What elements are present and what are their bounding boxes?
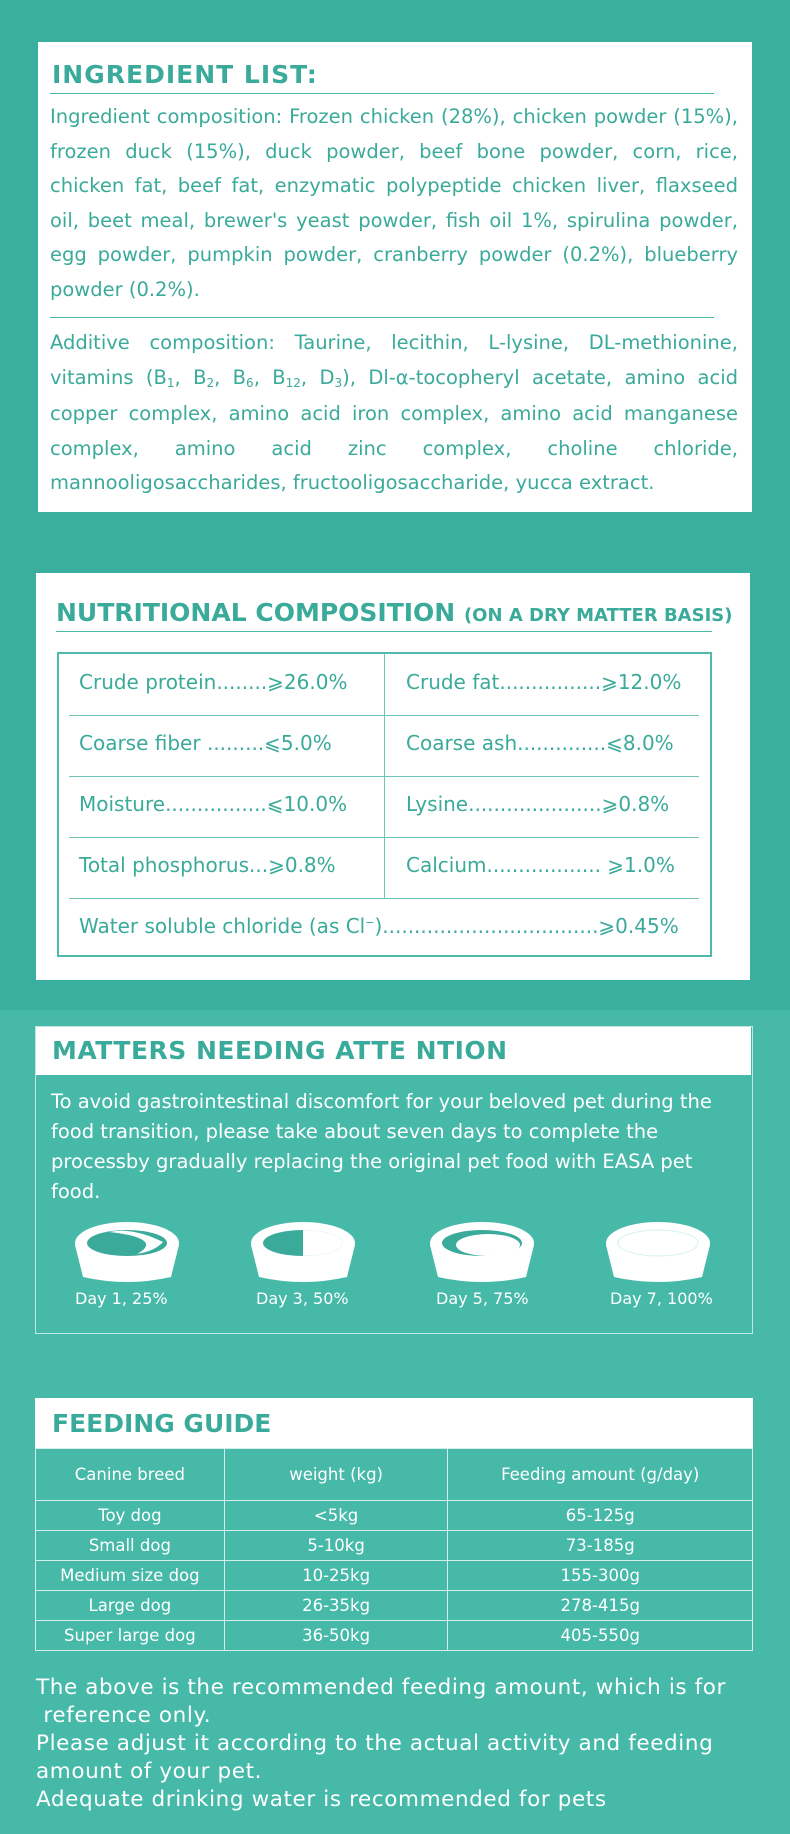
nutrition-row bbox=[69, 654, 699, 715]
column-header: Feeding amount (g/day) bbox=[448, 1449, 753, 1501]
nutrition-value: Coarse ash..............⩽8.0% bbox=[406, 731, 674, 755]
nutrition-value: Lysine.....................⩾0.8% bbox=[406, 792, 670, 816]
weight-cell: 5-10kg bbox=[224, 1531, 448, 1561]
bowl-day3-icon bbox=[247, 1215, 359, 1285]
ingredient-divider bbox=[50, 317, 714, 318]
column-header: weight (kg) bbox=[224, 1449, 448, 1501]
footer-line: The above is the recommended feeding amount, which is for bbox=[36, 1675, 726, 1700]
amount-cell: 155-300g bbox=[448, 1561, 753, 1591]
breed-cell: Super large dog bbox=[36, 1621, 225, 1651]
column-header: Canine breed bbox=[36, 1449, 225, 1501]
chloride-value: Water soluble chloride (as Cl−)..................................⩾0.45% bbox=[79, 914, 679, 938]
breed-cell: Small dog bbox=[36, 1531, 225, 1561]
table-row bbox=[36, 1621, 753, 1651]
nutrition-row-chloride bbox=[69, 898, 699, 959]
nutrition-row bbox=[69, 837, 699, 898]
nutrition-value: Crude fat................⩾12.0% bbox=[406, 670, 682, 694]
bowl-day1-icon bbox=[71, 1215, 183, 1285]
amount-cell: 65-125g bbox=[448, 1501, 753, 1531]
nutrition-value: Calcium.................. ⩾1.0% bbox=[406, 853, 675, 877]
weight-cell: <5kg bbox=[224, 1501, 448, 1531]
feeding-table bbox=[35, 1448, 753, 1651]
footer-notes bbox=[36, 1674, 776, 1814]
nutrition-card bbox=[36, 573, 750, 980]
attention-text: To avoid gastrointestinal discomfort for your beloved pet during the food transition, please take about seven days to complete the processby gradually replacing the original pet food with EASA pet food. bbox=[51, 1090, 712, 1203]
footer-line: amount of your pet. bbox=[36, 1759, 263, 1784]
ingredient-composition: Ingredient composition: Frozen chicken (28%), chicken powder (15%), frozen duck (15%), duck powder, beef bone powder, corn, rice, chicken fat, beef fat, enzymatic polypeptide chicken liver, flaxseed oil, beet meal, brewer's yeast powder, fish oil 1%, spirulina powder, egg powder, pumpkin powder, cranberry powder (0.2%), blueberry powder (0.2%). bbox=[50, 105, 738, 301]
footer-line: Please adjust it according to the actual activity and feeding bbox=[36, 1731, 714, 1756]
bowl-day7-icon bbox=[602, 1215, 714, 1285]
bowl-label: Day 5, 75% bbox=[436, 1289, 529, 1308]
table-row bbox=[36, 1561, 753, 1591]
nutrition-value: Coarse fiber .........⩽5.0% bbox=[79, 731, 332, 755]
nutrition-value: Total phosphorus...⩾0.8% bbox=[79, 853, 336, 877]
footer-line: reference only. bbox=[36, 1703, 212, 1728]
attention-title: MATTERS NEEDING ATTE NTION bbox=[36, 1027, 751, 1075]
weight-cell: 10-25kg bbox=[224, 1561, 448, 1591]
breed-cell: Medium size dog bbox=[36, 1561, 225, 1591]
bowl-day5-icon bbox=[426, 1215, 538, 1285]
weight-cell: 26-35kg bbox=[224, 1591, 448, 1621]
nutrition-row bbox=[69, 776, 699, 837]
breed-cell: Large dog bbox=[36, 1591, 225, 1621]
footer-line: Adequate drinking water is recommended for pets bbox=[36, 1787, 607, 1812]
table-row bbox=[36, 1501, 753, 1531]
amount-cell: 405-550g bbox=[448, 1621, 753, 1651]
ingredient-card bbox=[38, 42, 752, 512]
table-row bbox=[36, 1531, 753, 1561]
weight-cell: 36-50kg bbox=[224, 1621, 448, 1651]
additive-composition: Additive composition: Taurine, lecithin, L-lysine, DL-methionine, vitamins ($B_1$, $B_2$, $B_6$, $B_{12}$, $D_3$), Dl-α-tocopheryl acetate, amino acid copper complex, amino acid iron complex, amino acid manganese complex, amino acid zinc complex, choline chloride, mannooligosaccharides, fructooligosaccharide, yucca extract. bbox=[50, 331, 738, 494]
amount-cell: 73-185g bbox=[448, 1531, 753, 1561]
breed-cell: Toy dog bbox=[36, 1501, 225, 1531]
nutrition-title: NUTRITIONAL COMPOSITION (ON A DRY MATTER BASIS) bbox=[56, 598, 712, 632]
nutrition-subtitle: (ON A DRY MATTER BASIS) bbox=[463, 605, 733, 626]
bowl-label: Day 1, 25% bbox=[75, 1289, 168, 1308]
nutrition-row bbox=[69, 715, 699, 776]
table-row bbox=[36, 1591, 753, 1621]
nutrition-value: Crude protein........⩾26.0% bbox=[79, 670, 348, 694]
amount-cell: 278-415g bbox=[448, 1591, 753, 1621]
nutrition-table bbox=[57, 652, 712, 957]
bowl-label: Day 7, 100% bbox=[610, 1289, 713, 1308]
feeding-header-row bbox=[36, 1449, 753, 1501]
bowl-label: Day 3, 50% bbox=[256, 1289, 349, 1308]
attention-card bbox=[35, 1026, 753, 1334]
nutrition-value: Moisture................⩽10.0% bbox=[79, 792, 348, 816]
ingredient-title: INGREDIENT LIST: bbox=[50, 60, 714, 94]
feeding-title: FEEDING GUIDE bbox=[35, 1398, 753, 1448]
